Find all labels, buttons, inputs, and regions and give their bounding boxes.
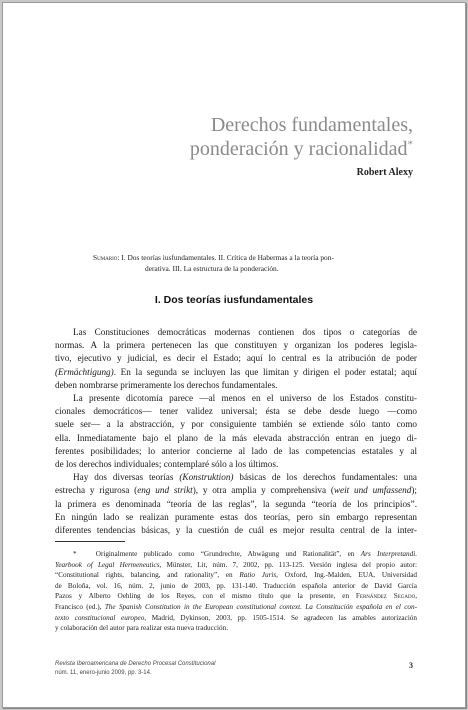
footnote-line <box>55 560 417 571</box>
footnote-italic: Ars Interpretandi. <box>360 550 418 558</box>
footnote-line <box>55 591 417 602</box>
p3-term: weit und umfassend <box>333 485 412 496</box>
footnote-text: Originalmente publicado como “Grundrechte, Abwägung und Rationalität”, en <box>95 550 361 558</box>
p3-line: diferentes tendencias básicas, y la cuestión de cuál es mejor resulta central de la inter- <box>55 525 417 536</box>
p3-line: la primera es denominada “teoría de las reglas”, la segunda “teoría de los principios”. <box>55 498 417 509</box>
title-footnote-mark: * <box>407 138 413 151</box>
summary-label: Sumario: <box>93 253 120 262</box>
footnote-line <box>55 613 417 624</box>
p1-line: tivo, ejecutivo y judicial, es decir el Estado; aquí lo central es la atribución de poder <box>55 353 417 364</box>
p2-line: suele ser— a la abstracción, y por consiguiente también se extiende sólo tanto como <box>55 419 417 430</box>
summary-line-2: derativa. III. La estructura de la ponderación. <box>145 264 279 273</box>
summary-line-1 <box>93 253 334 262</box>
p2-line: de los derechos individuales; contemplaré sólo a los últimos. <box>55 459 279 470</box>
p2-line: ella. Inmediatamente bajo el plano de la más elevada abstracción entran en juego di- <box>55 432 417 443</box>
journal-name: Revista Iberoamericana de Derecho Procesal Constitucional <box>55 661 216 667</box>
footnote-text: , Madrid, Dykinson, 2003, pp. 1505-1514. Se agradecen las amables autorización <box>144 613 417 622</box>
title-line-1: Derechos fundamentales, <box>210 114 413 136</box>
body-text <box>55 326 417 537</box>
article-title <box>190 113 413 161</box>
p3-line <box>55 471 417 484</box>
footnote-italic: Yearbook of Legal Hermeneutics <box>55 560 160 569</box>
summary-text-1: I. Dos teorías iusfundamentales. II. Crítica de Habermas a la teoría pon- <box>119 253 334 262</box>
footnote-line: de Boloña, vol. 16, núm. 2, junio de 2003, pp. 131-140. Traducción española anterior de David García <box>55 581 417 590</box>
footnote <box>55 549 417 634</box>
p3-line <box>55 484 417 497</box>
footnote-text: , <box>415 592 417 601</box>
p2-line: La presente dicotomía parece —al menos en el universo de los Estados constitu- <box>73 393 417 404</box>
footnote-line <box>55 570 417 581</box>
footnote-line: y colaboración del autor para realizar esta nueva traducción. <box>55 624 229 633</box>
journal-issue: núm. 11, enero-junio 2009, pp. 3-14. <box>55 670 152 676</box>
document-page <box>2 2 466 708</box>
p1-line <box>55 366 417 379</box>
footnote-mark: * <box>73 550 77 558</box>
p3-line: En ningún lado se realizan puramente estas dos teorías, pero sin embargo representan <box>55 511 417 522</box>
footnote-text: Pazos y Alberto Oehling de los Reyes, con el mismo título que la presente, en <box>55 592 356 601</box>
footnote-line <box>55 549 417 560</box>
p1-line: normas. A la primera pertenecen las que constituyen y organizan los poderes legisla- <box>55 340 417 351</box>
p1-line: Las Constituciones democráticas modernas contienen dos tipos o categorías de <box>73 327 417 337</box>
p3-term: eng und strikt <box>137 485 193 496</box>
title-line-2 <box>190 137 413 161</box>
p3-text: básicas de los derechos fundamentales: una <box>233 472 417 483</box>
p3-text: ), y otra amplia y comprehensiva ( <box>192 485 334 496</box>
section-heading: I. Dos teorías iusfundamentales <box>154 294 314 306</box>
summary-block <box>93 252 393 274</box>
author-name: Robert Alexy <box>356 167 413 178</box>
p3-text: estrecha y rigurosa ( <box>55 485 138 496</box>
p1-line-rest: . En la segunda se incluyen las que limitan y dirigen el poder estatal; aquí <box>113 366 417 377</box>
footnote-text: , Münster, Lit, núm. 7, 2002, pp. 113-125. Versión inglesa del propio autor: <box>159 560 417 569</box>
p1-term: (Ermächtigung) <box>55 366 114 377</box>
p3-term: (Konstruktion) <box>179 472 234 483</box>
footnote-line <box>55 602 417 613</box>
p1-line: deben nombrarse primeramente los derechos fundamentales. <box>55 379 278 390</box>
p3-text: Hay dos diversas teorías <box>73 472 180 483</box>
p2-line: ferentes posibilidades; lo anterior concierne al lado de las competencias estatales y al <box>55 445 417 456</box>
footnote-text: “Constitutional rights, balancing, and rationality”, en <box>55 571 240 580</box>
footnote-separator <box>55 541 125 542</box>
footnote-italic: Ratio Juris <box>239 571 277 580</box>
p2-line: cionales democráticos— tener validez universal; ésta se debe desde luego —como <box>55 406 417 417</box>
title-line-2-text: ponderación y racionalidad <box>189 138 408 160</box>
footnote-italic: texto constitucional europeo <box>55 613 145 622</box>
footnote-smallcaps: Fernández Segado <box>355 592 416 601</box>
page-footer <box>55 660 417 678</box>
footnote-text: , Oxford, Ing.-Malden, EUA, Universidad <box>276 571 418 580</box>
footnote-text: Francisco (ed.), <box>55 602 105 611</box>
footnote-italic: The Spanish Constitution in the European constitutional context. La Constitución española en el con- <box>104 602 417 611</box>
page-number: 3 <box>409 661 413 670</box>
p3-text: ); <box>411 485 417 496</box>
